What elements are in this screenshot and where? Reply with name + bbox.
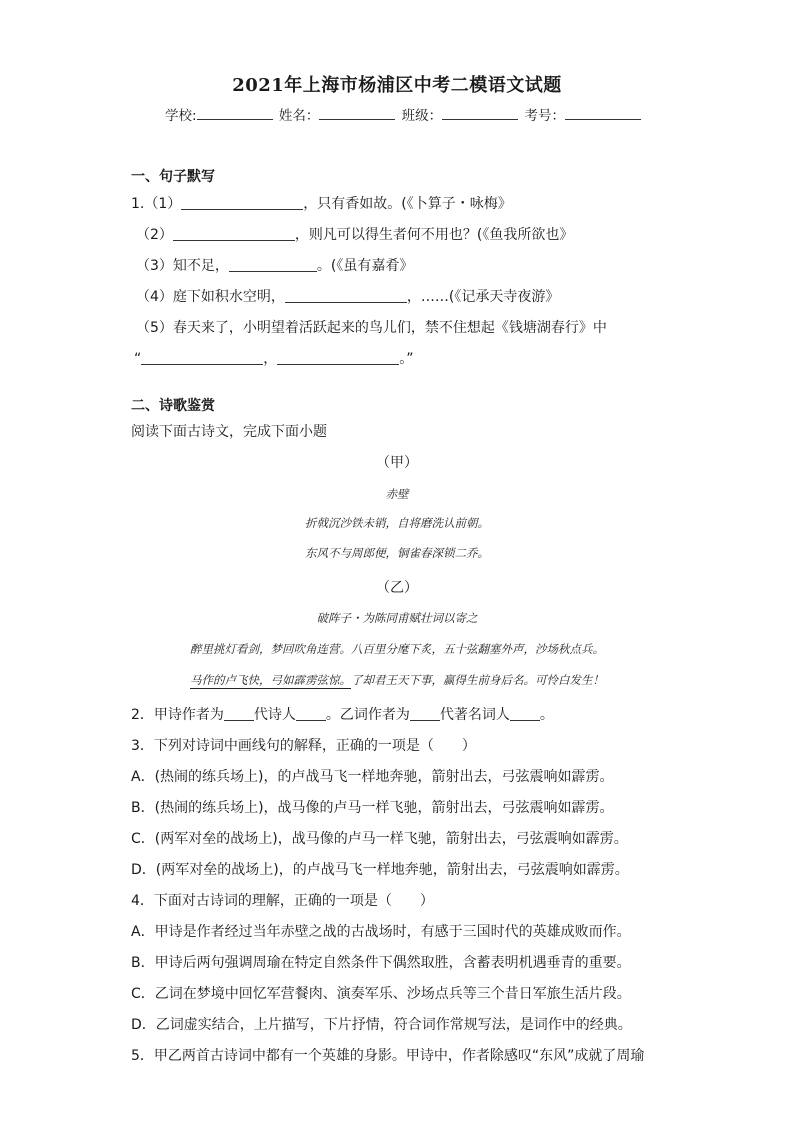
poem-b-line-1: 醉里挑灯看剑，梦回吹角连营。八百里分麾下炙，五十弦翻塞外声，沙场秋点兵。 xyxy=(190,642,604,656)
question-text: （3）知不足， xyxy=(136,258,229,274)
class-blank[interactable] xyxy=(442,106,518,120)
question-text: ，只有香如故。(《卜算子・咏梅》 xyxy=(303,196,512,212)
answer-blank[interactable] xyxy=(285,288,407,303)
answer-blank[interactable] xyxy=(141,350,263,365)
question-text: ，则凡可以得生者何不用也？(《鱼我所欲也》 xyxy=(294,227,574,243)
poem-b-label: （乙） xyxy=(376,580,418,596)
answer-blank[interactable] xyxy=(510,706,540,721)
name-label: 姓名： xyxy=(278,108,320,124)
school-blank[interactable] xyxy=(197,106,273,120)
question-text: 。乙词作者为 xyxy=(325,707,410,723)
student-info-line xyxy=(165,104,643,124)
name-blank[interactable] xyxy=(319,106,395,120)
quote-open: “ xyxy=(134,351,142,367)
question-5-stem: 5．甲乙两首古诗词中都有一个英雄的身影。甲诗中，作者除感叹“东风”成就了周瑜 xyxy=(131,1048,645,1064)
poem-a-title: 赤壁 xyxy=(385,487,409,501)
question-1-5: （5）春天来了，小明望着活跃起来的鸟儿们，禁不住想起《钱塘湖春行》中 xyxy=(136,320,607,336)
class-label: 班级： xyxy=(401,108,443,124)
question-4-option-c[interactable]: C．乙词在梦境中回忆军营餐肉、演奏军乐、沙场点兵等三个昔日军旅生活片段。 xyxy=(131,986,631,1002)
question-text: 。 xyxy=(539,707,554,723)
question-text: （4）庭下如积水空明， xyxy=(136,289,285,305)
question-text: ，……(《记承天寺夜游》 xyxy=(406,289,560,305)
question-text: 代著名词人 xyxy=(439,707,510,723)
underlined-verse: 马作的卢飞快，弓如霹雳弦惊。 xyxy=(190,673,351,687)
question-3-stem: 3．下列对诗词中画线句的解释，正确的一项是（ ） xyxy=(131,738,476,754)
poem-b-title: 破阵子・为陈同甫赋壮词以寄之 xyxy=(316,611,478,625)
section-heading-poetry: 二、诗歌鉴赏 xyxy=(131,398,215,414)
poem-a-line-1: 折戟沉沙铁未销，自将磨洗认前朝。 xyxy=(305,516,489,530)
section-heading-recitation: 一、句子默写 xyxy=(131,169,215,185)
question-3-option-d[interactable]: D．(两军对垒的战场上)，的卢战马飞一样地奔驰，箭射出去，弓弦震响如霹雳。 xyxy=(131,862,629,878)
question-1-2 xyxy=(136,224,573,244)
question-2 xyxy=(131,704,554,724)
verse-rest: 了却君王天下事，赢得生前身后名。可怜白发生！ xyxy=(351,673,604,687)
poem-a-label: （甲） xyxy=(376,455,418,471)
answer-blank[interactable] xyxy=(296,706,326,721)
answer-blank[interactable] xyxy=(173,226,295,241)
comma: ， xyxy=(263,351,278,367)
question-1-4 xyxy=(136,286,559,306)
answer-blank[interactable] xyxy=(229,257,317,272)
question-text: 。(《虽有嘉肴》 xyxy=(316,258,414,274)
question-number: 1.（1） xyxy=(131,196,182,212)
school-label: 学校: xyxy=(165,108,197,124)
page-title: 2021年上海市杨浦区中考二模语文试题 xyxy=(232,75,562,96)
question-4-option-d[interactable]: D．乙词虚实结合，上片描写，下片抒情，符合词作常规写法，是词作中的经典。 xyxy=(131,1017,632,1033)
poem-a-line-2: 东风不与周郎便，铜雀春深锁二乔。 xyxy=(305,546,489,560)
reading-instruction: 阅读下面古诗文，完成下面小题 xyxy=(131,424,327,440)
question-4-stem: 4．下面对古诗词的理解，正确的一项是（ ） xyxy=(131,893,434,909)
question-3-option-c[interactable]: C．(两军对垒的战场上)，战马像的卢马一样飞驰，箭射出去，弓弦震响如霹雳。 xyxy=(131,831,628,847)
answer-blank[interactable] xyxy=(277,350,399,365)
question-text: 2．甲诗作者为 xyxy=(131,707,224,723)
exam-no-blank[interactable] xyxy=(565,106,641,120)
exam-no-label: 考号： xyxy=(524,108,565,124)
answer-blank[interactable] xyxy=(181,195,303,210)
question-3-option-a[interactable]: A．(热闹的练兵场上)，的卢战马飞一样地奔驰，箭射出去，弓弦震响如霹雳。 xyxy=(131,769,614,785)
question-1-3 xyxy=(136,255,413,275)
question-text: 代诗人 xyxy=(253,707,296,723)
question-4-option-a[interactable]: A．甲诗是作者经过当年赤壁之战的古战场时，有感于三国时代的英雄成败而作。 xyxy=(131,924,631,940)
answer-blank[interactable] xyxy=(224,706,254,721)
quote-close: 。” xyxy=(399,351,414,367)
question-3-option-b[interactable]: B．(热闹的练兵场上)，战马像的卢马一样飞驰，箭射出去，弓弦震响如霹雳。 xyxy=(131,800,614,816)
question-number: （2） xyxy=(136,227,173,243)
question-1-1 xyxy=(131,193,512,213)
question-1-5-blanks xyxy=(134,348,414,368)
poem-b-line-2 xyxy=(0,672,794,688)
answer-blank[interactable] xyxy=(410,706,440,721)
question-4-option-b[interactable]: B．甲诗后两句强调周瑜在特定自然条件下偶然取胜，含蓄表明机遇垂青的重要。 xyxy=(131,955,631,971)
